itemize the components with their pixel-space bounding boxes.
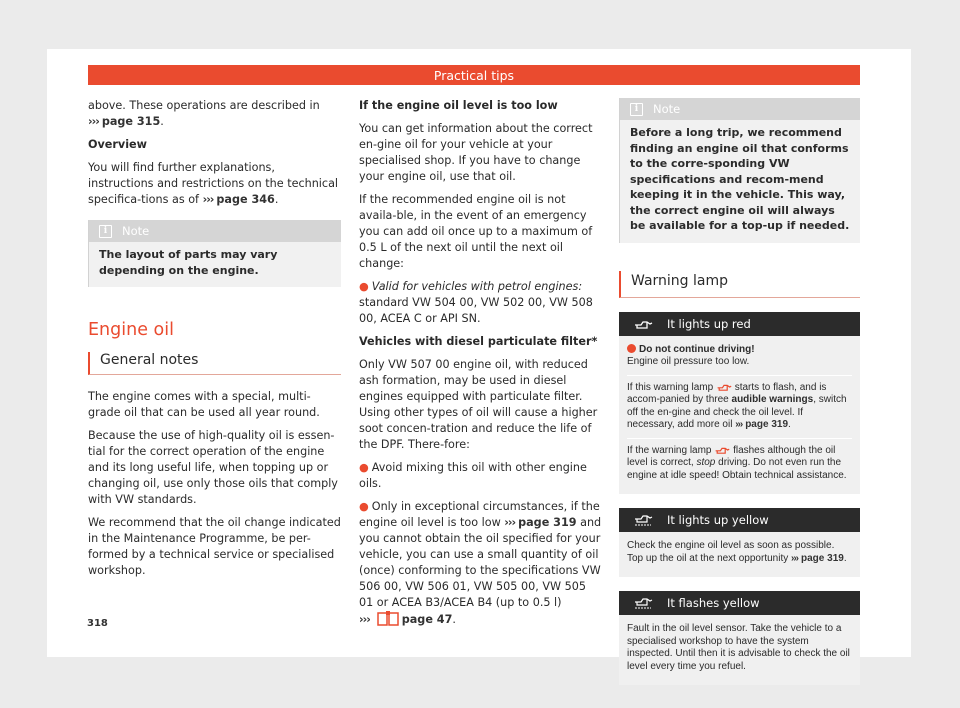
bullet-icon: ● [359, 500, 369, 513]
text: above. These operations are described in [88, 99, 320, 112]
note-title: Note [653, 102, 681, 116]
note-header [620, 98, 860, 120]
column-right [619, 98, 860, 685]
paragraph: The engine comes with a special, multi-grade oil that can be used all year round. [88, 390, 320, 419]
lamp-row: Fault in the oil level sensor. Take the vehicle to a specialised workshop to have the system inspected. Until then it is advisable to check the oil level every time you refuel. [627, 623, 850, 672]
header-title: Practical tips [433, 67, 515, 83]
page-number: 318 [87, 618, 108, 629]
page-link[interactable]: ››› page 346 [202, 193, 275, 206]
lamp-flash-header [619, 591, 860, 615]
page-link[interactable]: ››› page 319 [791, 552, 844, 564]
page-link[interactable]: ››› page 315 [88, 115, 161, 128]
bullet-item: ● Avoid mixing this oil with other engine oils. [359, 461, 587, 490]
lamp-red-header [619, 312, 860, 336]
note-header [89, 220, 341, 242]
subsection-title: General notes [88, 352, 341, 375]
paragraph: Because the use of high-quality oil is essen-tial for the correct operation of the engine and its long useful life, when topping up or changing oil, use only those oils that comply with VW standards. [88, 429, 338, 506]
section-title: Engine oil [88, 320, 174, 340]
text: You will find further explanations, instructions and restrictions on the technical specifica-tions as of [88, 161, 339, 206]
lamp-flash-body [619, 615, 860, 685]
note-box [88, 220, 341, 287]
note-box [619, 98, 860, 243]
warning-lamp-title: Warning lamp [619, 271, 860, 298]
info-icon: i [630, 103, 643, 116]
overview-heading: Overview [88, 138, 147, 151]
lamp-yellow-body [619, 532, 860, 577]
oil-level-icon [619, 597, 667, 609]
info-icon: i [99, 225, 112, 238]
bullet-item: ● Only in exceptional circumstances, if the engine oil level is too low ››› page 319 and you cannot obtain the oil specified for your vehicle, you can use a small quantity of oil (once) conforming to the specifications VW 506 00, VW 506 01, VW 505 00, VW 505 01 or ACEA B3/ACEA B4 (up to 0.5 l) ››› page 47. [359, 500, 602, 626]
oil-level-icon [619, 514, 667, 526]
paragraph: If the recommended engine oil is not availa-ble, in the event of an emergency you can add oil once up to a maximum of 0.5 L of the next oil until the next oil change: [359, 193, 593, 270]
bullet-icon: ● [359, 461, 369, 474]
heading: If the engine oil level is too low [359, 99, 558, 112]
column-middle [359, 98, 602, 635]
lamp-row: Do not continue driving! Engine oil pressure too low. [627, 343, 755, 367]
lamp-flash-title: It flashes yellow [667, 596, 760, 610]
paragraph: Only VW 507 00 engine oil, with reduced ash formation, may be used in diesel engines equipped with particulate filter. Using other types of oil will cause a higher soot concen-tration and reduce the life of the DPF. There-fore: [359, 358, 598, 451]
paragraph: You will find further explanations, instructions and restrictions on the technical specifica-tions as of ››› page 346. [88, 161, 339, 206]
bullet-item: ● Valid for vehicles with petrol engines: standard VW 504 00, VW 502 00, VW 508 00, ACEA C or API SN. [359, 280, 593, 325]
paragraph: You can get information about the correct en-gine oil for your vehicle at your specialised shop. If you have to change your engine oil, use that oil. [359, 122, 593, 183]
lamp-row: Check the engine oil level as soon as possible. Top up the oil at the next opportunity ››› page 319. [627, 540, 847, 564]
stop-icon [627, 344, 636, 353]
paragraph: above. These operations are described in ››› page 315. [88, 99, 320, 128]
lamp-row: If the warning lamp flashes although the oil level is correct, stop driving. Do not even run the engine at idle speed! Obtain technical assistance. [627, 438, 852, 489]
oil-can-icon [619, 319, 667, 329]
heading: Vehicles with diesel particulate filter* [359, 335, 598, 348]
paragraph: We recommend that the oil change indicated in the Maintenance Programme, be per-formed by a technical service or specialised workshop. [88, 516, 341, 577]
note-text: The layout of parts may vary depending on the engine. [99, 248, 278, 277]
note-title: Note [122, 224, 150, 238]
lamp-yellow-header [619, 508, 860, 532]
lamp-row: If this warning lamp starts to flash, and is accom-panied by three audible warnings, switch off the en-gine and check the oil level. If necessary, add more oil ››› page 319. [627, 375, 852, 438]
page-link[interactable]: ››› page 319 [735, 419, 789, 430]
lamp-red-title: It lights up red [667, 316, 751, 331]
book-icon [377, 611, 399, 626]
column-left [88, 98, 341, 586]
page-link[interactable]: ››› page 47 [359, 613, 453, 626]
lamp-yellow-title: It lights up yellow [667, 513, 769, 527]
bullet-icon: ● [359, 280, 369, 293]
note-text: Before a long trip, we recommend finding an engine oil that conforms to the corre-sponding VW specifications and recom-mend keeping it in the vehicle. This way, the correct engine oil will always be available for a top-up if needed. [630, 126, 850, 232]
oil-lamp-icon [714, 446, 730, 454]
lamp-red-body [619, 336, 860, 495]
oil-lamp-icon [716, 383, 732, 391]
page-header [88, 65, 860, 85]
page-link[interactable]: ››› page 319 [504, 516, 577, 529]
